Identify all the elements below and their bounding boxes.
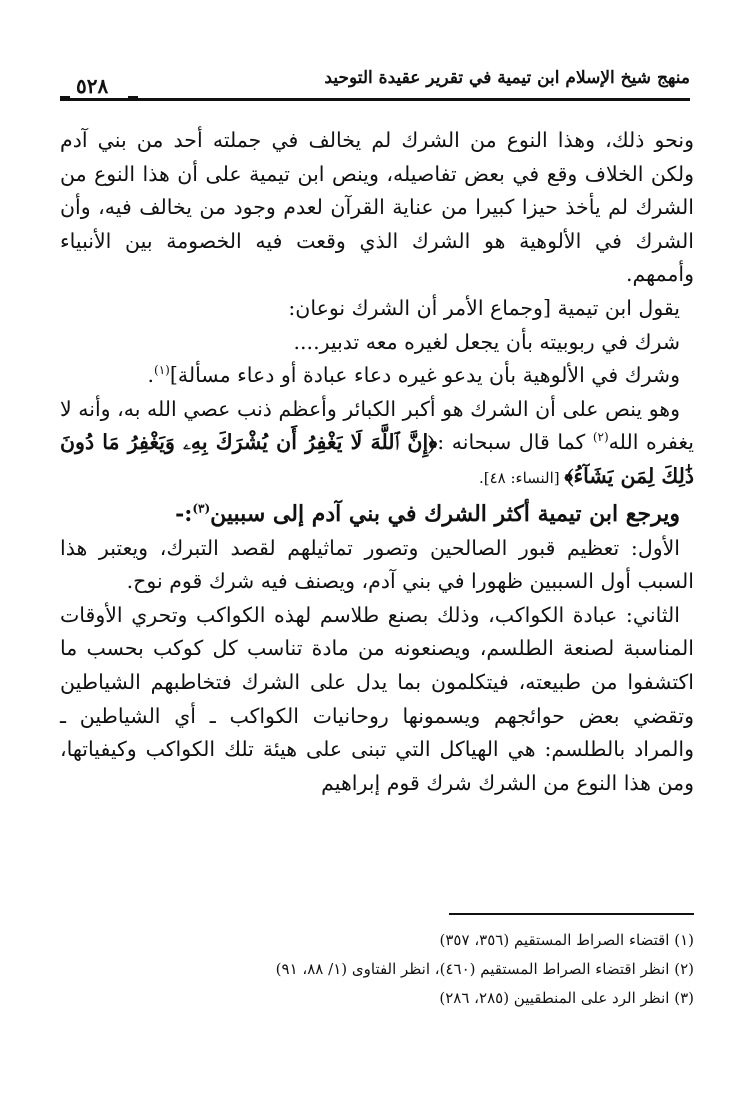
page-number-ornament-left <box>60 96 70 99</box>
quran-verse: ﴿إِنَّ ٱللَّهَ لَا يَغْفِرُ أَن يُشْرَكَ بِهِۦ وَيَغْفِرُ مَا دُونَ ذَٰلِكَ لِمَن يَشَآءُ﴾ <box>60 430 694 488</box>
footnote-1: (١) اقتضاء الصراط المستقيم (٣٥٦، ٣٥٧) <box>439 931 694 949</box>
footnote-ref-1: (١) <box>154 363 170 378</box>
paragraph-uluhiyya <box>60 359 694 393</box>
footnote-2: (٢) انظر اقتضاء الصراط المستقيم (٤٦٠)، انظر الفتاوى (١/ ٨٨، ٩١) <box>275 960 694 978</box>
paragraph-second-cause: الثاني: عبادة الكواكب، وذلك بصنع طلاسم لهذه الكواكب وتحري الأوقات المناسبة لصنعة الطلسم، ويصنعونه من مادة تناسب كل كوكب بحسب ما اكتشفوا من طبيعته، فيتكلمون بما يدل على الشرك فتخاطبهم الشياطين وتقضي بعض حوائجهم ويسمونها روحانيات الكواكب ـ أي الشياطين ـ والمراد بالطلسم: هي الهياكل التي تبنى على هيئة تلك الكواكب وكيفياتها، ومن هذا النوع من الشرك شرك قوم إبراهيم <box>60 602 694 795</box>
running-header <box>60 68 690 114</box>
uluhiyya-end: . <box>147 363 154 388</box>
paragraph-quote-start: يقول ابن تيمية [وجماع الأمر أن الشرك نوعان: <box>288 295 680 320</box>
section-heading-text: ويرجع ابن تيمية أكثر الشرك في بني آدم إلى سببين <box>210 500 680 527</box>
footnote-3: (٣) انظر الرد على المنطقيين (٢٨٥، ٢٨٦) <box>439 989 694 1007</box>
paragraph-first-cause: الأول: تعظيم قبور الصالحين وتصور تماثيلهم لقصد التبرك، ويعتبر هذا السبب أول السببين ظهورا في بني آدم، ويصنف فيه شرك قوم نوح. <box>60 535 694 594</box>
header-rule <box>60 98 690 101</box>
footnotes <box>94 926 694 1013</box>
page-number: ٥٢٨ <box>72 74 112 98</box>
footnote-ref-3: (٣) <box>192 501 211 516</box>
paragraph-rububiyya: شرك في ربوبيته بأن يجعل لغيره معه تدبير.... <box>293 329 680 354</box>
uluhiyya-text: وشرك في الألوهية بأن يدعو غيره دعاء عبادة أو دعاء مسألة] <box>169 363 680 388</box>
greatest-sin-text: وهو ينص على أن الشرك هو أكبر الكبائر وأعظم ذنب عصي الله به، وأنه لا يغفره الله <box>60 396 694 455</box>
verse-source: [النساء: ٤٨]. <box>478 468 565 487</box>
greatest-sin-mid: كما قال سبحانه : <box>437 430 593 455</box>
body-text <box>60 124 694 800</box>
footnote-rule <box>449 913 694 915</box>
paragraph-greatest-sin <box>60 393 694 496</box>
paragraph-intro: ونحو ذلك، وهذا النوع من الشرك لم يخالف في جملته أحد من بني آدم ولكن الخلاف وقع في بعض تفاصيله، وينص ابن تيمية على أن هذا النوع من الشرك لم يأخذ حيزا كبيرا من عناية القرآن لعدم وجود من يخالف فيه، وأن الشرك في الألوهية هو الشرك الذي وقعت فيه الخصومة بين الأنبياء وأممهم. <box>60 128 694 287</box>
section-heading <box>60 496 694 532</box>
footnote-ref-2: (٢) <box>592 430 609 445</box>
section-heading-end: :- <box>175 500 193 527</box>
running-title: منهج شيخ الإسلام ابن تيمية في تقرير عقيدة التوحيد <box>324 68 690 88</box>
page-number-ornament-right <box>128 96 138 99</box>
